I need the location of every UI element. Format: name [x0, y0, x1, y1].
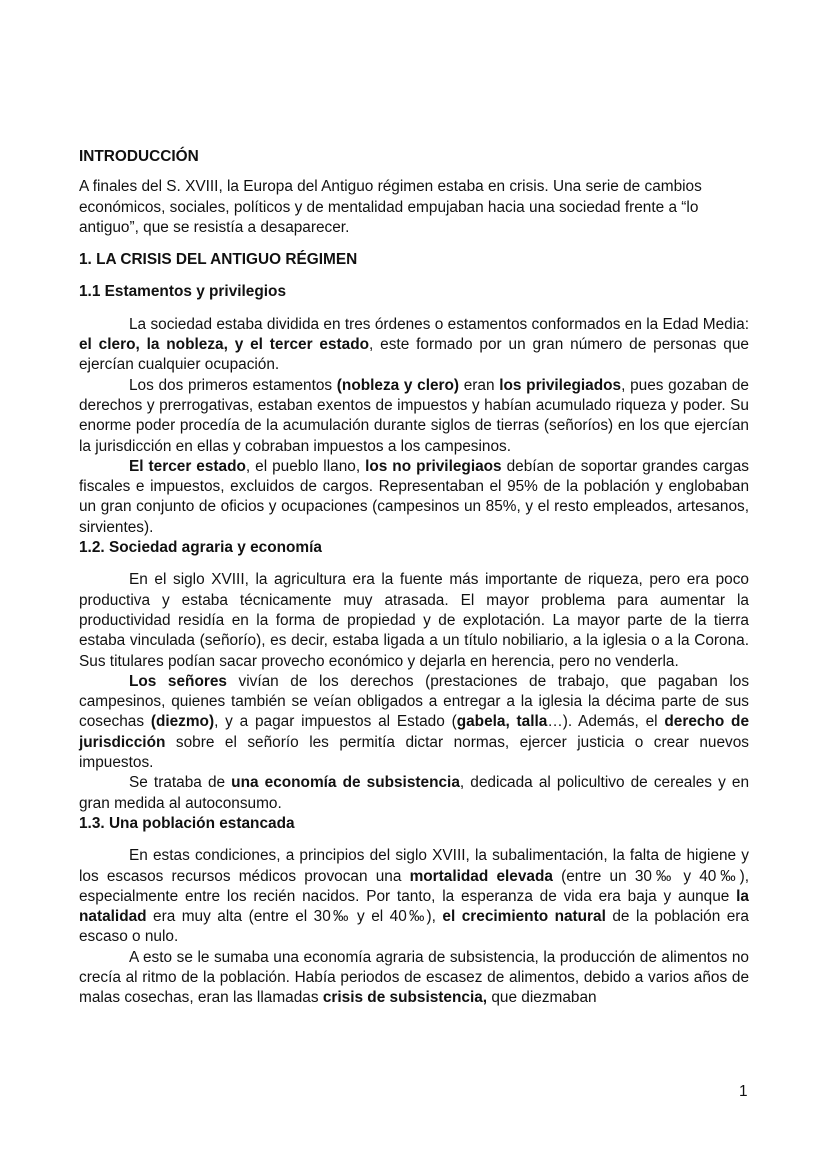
section-1-heading: 1. LA CRISIS DEL ANTIGUO RÉGIMEN	[79, 251, 358, 269]
section-1-1-heading: 1.1 Estamentos y privilegios	[79, 283, 286, 301]
paragraph-crisis-subsistencia: A esto se le sumaba una economía agraria de subsistencia, la producción de alimentos no crecía al ritmo de la población. Había periodos de escasez de alimentos, debido a varios años de malas cosechas, eran las llamadas crisis de subsistencia, que diezmaban	[79, 948, 749, 1007]
paragraph-mortalidad: En estas condiciones, a principios del siglo XVIII, la subalimentación, la falta de higiene y los escasos recursos médicos provocan una mortalidad elevada (entre un 30‰ y 40‰), especialmente entre los recién nacidos. Por tanto, la esperanza de vida era baja y aunque la natalidad era muy alta (entre el 30‰ y el 40‰), el crecimiento natural de la población era escaso o nulo.	[79, 847, 749, 946]
page-number: 1	[739, 1083, 748, 1100]
intro-heading: INTRODUCCIÓN	[79, 148, 199, 165]
paragraph-tercer-estado: El tercer estado, el pueblo llano, los no privilegiaos debían de soportar grandes cargas fiscales e impuestos, excluidos de cargos. Representaban el 95% de la población y englobaban un gran conjunto de oficios y ocupaciones (campesinos un 85%, y el resto empleados, artesanos, sirvientes).	[79, 457, 749, 536]
paragraph-subsistencia: Se trataba de una economía de subsistencia, dedicada al policultivo de cereales y en gran medida al autoconsumo.	[79, 774, 750, 812]
paragraph-senores: Los señores vivían de los derechos (prestaciones de trabajo, que pagaban los campesinos, quienes también se veían obligados a entregar a la iglesia la décima parte de sus cosechas (diezmo), y a pagar impuestos al Estado (gabela, talla…). Además, el derecho de jurisdicción sobre el señorío les permitía dictar normas, ejercer justicia o crear nuevos impuestos.	[79, 672, 750, 772]
section-1-3-heading: 1.3. Una población estancada	[79, 814, 295, 832]
section-1-2-heading: 1.2. Sociedad agraria y economía	[79, 539, 322, 557]
paragraph-agricultura: En el siglo XVIII, la agricultura era la fuente más importante de riqueza, pero era poco productiva y estaba técnicamente muy atrasada. El mayor problema para aumentar la productividad residía en la forma de propiedad y de explotación. La mayor parte de la tierra estaba vinculada (señorío), es decir, estaba ligada a un título nobiliario, a la iglesia o a la Corona. Sus titulares podían sacar provecho económico y dejarla en herencia, pero no venderla.	[79, 571, 749, 670]
paragraph-estamentos: La sociedad estaba dividida en tres órdenes o estamentos conformados en la Edad Media: el clero, la nobleza, y el tercer estado, este formado por un gran número de personas que ejercían cualquier ocupación.	[79, 315, 749, 374]
paragraph-privilegiados: Los dos primeros estamentos (nobleza y clero) eran los privilegiados, pues gozaban de derechos y prerrogativas, estaban exentos de impuestos y habían acumulado riqueza y poder. Su enorme poder procedía de la acumulación durante siglos de tierras (señoríos) en los que ejercían la jurisdicción en ellas y cobraban impuestos a los campesinos.	[79, 376, 749, 455]
intro-paragraph: A finales del S. XVIII, la Europa del Antiguo régimen estaba en crisis. Una serie de cambios económicos, sociales, políticos y de mentalidad empujaban hacia una sociedad frente a “lo antiguo”, que se resistía a desaparecer.	[79, 178, 702, 236]
document-body	[79, 147, 749, 1009]
